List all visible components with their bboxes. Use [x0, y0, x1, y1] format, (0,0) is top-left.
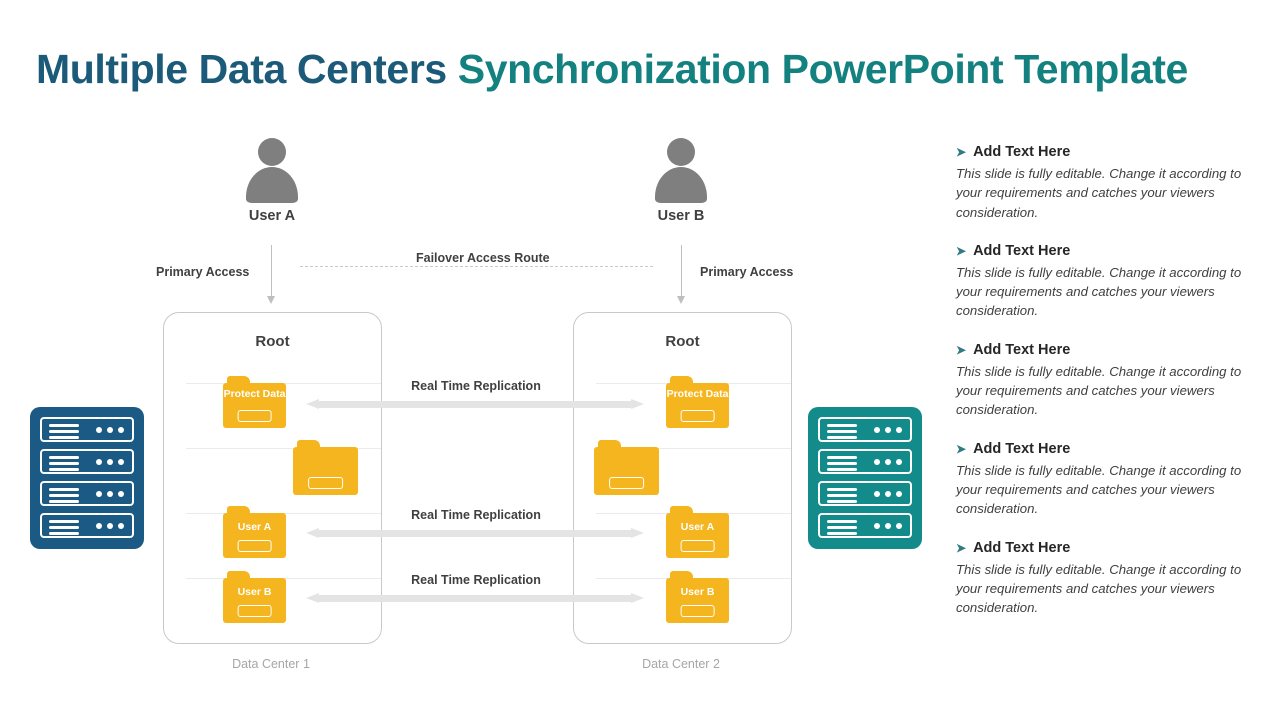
folder-slot	[237, 540, 272, 552]
replication-arrow-1	[306, 399, 644, 410]
folder-tab	[227, 571, 250, 579]
data-center-2-root-label: Root	[665, 333, 700, 350]
bullet-body: This slide is fully editable. Change it according to your requirements and catches your viewers consideration.	[956, 363, 1242, 418]
folder-slot	[237, 605, 272, 617]
rack-dots	[874, 459, 902, 465]
user-a	[212, 138, 332, 224]
chevron-right-icon: ➤	[956, 441, 967, 456]
rack-lines	[827, 520, 857, 538]
rack-dots	[874, 427, 902, 433]
primary-access-label-left: Primary Access	[156, 265, 250, 279]
replication-arrow-2	[306, 528, 644, 539]
replication-label-2: Real Time Replication	[411, 508, 541, 522]
server-rack-icon-left	[30, 407, 144, 549]
data-center-1-caption: Data Center 1	[232, 657, 310, 671]
bullet-heading-row	[956, 144, 1256, 160]
list-item	[956, 342, 1256, 420]
folder-tab	[227, 376, 250, 384]
replication-label-3: Real Time Replication	[411, 573, 541, 587]
dc2-folder-blank	[594, 447, 659, 495]
rack-unit	[40, 417, 134, 442]
dc1-folder-protect-data	[223, 383, 286, 428]
list-item	[956, 144, 1256, 222]
rack-lines	[49, 488, 79, 506]
bullet-heading-row	[956, 540, 1256, 556]
bullet-body: This slide is fully editable. Change it according to your requirements and catches your viewers consideration.	[956, 166, 1242, 220]
rack-lines	[827, 424, 857, 442]
rack-lines	[49, 456, 79, 474]
arrow-bar	[319, 401, 631, 408]
replication-arrow-3	[306, 593, 644, 604]
replication-label-1: Real Time Replication	[411, 379, 541, 393]
dc1-folder-user-a-label: User A	[237, 521, 272, 533]
folder-slot	[680, 605, 715, 617]
folder-tab	[227, 506, 250, 514]
chevron-right-icon: ➤	[956, 145, 967, 159]
folder-slot	[237, 410, 272, 422]
dc1-folder-user-b-label: User B	[237, 586, 272, 598]
bullet-heading-row	[956, 243, 1256, 259]
bullet-heading: Add Text Here	[973, 539, 1071, 556]
rack-dots	[96, 459, 124, 465]
user-a-label: User A	[248, 208, 296, 224]
bullet-body: This slide is fully editable. Change it according to your requirements and catches your viewers consideration.	[956, 462, 1242, 517]
arrow-head-right	[631, 528, 644, 538]
rack-lines	[49, 520, 79, 538]
folder-slot	[308, 477, 344, 489]
user-b-label: User B	[657, 208, 705, 224]
rack-unit	[818, 481, 912, 506]
chevron-right-icon: ➤	[956, 342, 967, 357]
arrow-head-left	[306, 528, 319, 538]
dc2-folder-protect-data-label: Protect Data	[666, 388, 729, 400]
rack-unit	[818, 417, 912, 442]
arrow-bar	[319, 595, 631, 602]
arrow-head-right	[631, 399, 644, 409]
rack-lines	[827, 456, 857, 474]
user-avatar-icon	[244, 138, 300, 200]
failover-access-label: Failover Access Route	[408, 251, 558, 265]
arrow-bar	[319, 530, 631, 537]
avatar-head	[667, 138, 695, 166]
dc1-folder-blank	[293, 447, 358, 495]
rack-dots	[874, 491, 902, 497]
rack-unit	[818, 449, 912, 474]
data-center-2-caption: Data Center 2	[642, 657, 720, 671]
arrow-head-right	[631, 593, 644, 603]
page-title	[36, 46, 1188, 93]
avatar-body	[655, 167, 707, 203]
chevron-right-icon: ➤	[956, 540, 967, 555]
folder-tab	[670, 571, 693, 579]
folder-tab	[670, 506, 693, 514]
list-item	[956, 243, 1256, 321]
bullet-heading: Add Text Here	[973, 440, 1071, 457]
chevron-right-icon: ➤	[956, 243, 967, 258]
rack-unit	[40, 513, 134, 538]
arrow-head-left	[306, 399, 319, 409]
primary-access-arrow-right	[681, 245, 682, 297]
rack-unit	[818, 513, 912, 538]
dc1-folder-user-a	[223, 513, 286, 558]
dc2-folder-user-b	[666, 578, 729, 623]
failover-route-line	[300, 266, 653, 267]
data-center-1-root-label: Root	[255, 333, 290, 350]
dc1-folder-protect-data-label: Protect Data	[223, 388, 286, 400]
list-item	[956, 441, 1256, 519]
rack-lines	[827, 488, 857, 506]
user-b	[621, 138, 741, 224]
dc2-folder-user-b-label: User B	[680, 586, 715, 598]
rack-dots	[96, 427, 124, 433]
page-title-part-1: Multiple Data Centers	[36, 46, 458, 92]
bullet-heading: Add Text Here	[973, 144, 1071, 160]
rack-unit	[40, 449, 134, 474]
folder-slot	[680, 410, 715, 422]
folder-tab	[670, 376, 693, 384]
dc2-folder-user-a-label: User A	[680, 521, 715, 533]
rack-dots	[96, 491, 124, 497]
bullet-heading: Add Text Here	[973, 341, 1071, 358]
primary-access-arrow-left	[271, 245, 272, 297]
avatar-head	[258, 138, 286, 166]
folder-slot	[609, 477, 645, 489]
rack-lines	[49, 424, 79, 442]
primary-access-label-right: Primary Access	[700, 265, 794, 279]
text-placeholder-list	[956, 144, 1256, 638]
rack-dots	[874, 523, 902, 529]
bullet-body: This slide is fully editable. Change it according to your requirements and catches your viewers consideration.	[956, 561, 1242, 616]
folder-tab	[297, 440, 320, 448]
dc2-folder-protect-data	[666, 383, 729, 428]
bullet-heading-row	[956, 342, 1256, 358]
dc2-folder-user-a	[666, 513, 729, 558]
page-title-part-2: Synchronization PowerPoint Template	[457, 46, 1188, 92]
bullet-heading-row	[956, 441, 1256, 457]
user-avatar-icon	[653, 138, 709, 200]
rack-unit	[40, 481, 134, 506]
bullet-heading: Add Text Here	[973, 242, 1071, 259]
dc1-folder-user-b	[223, 578, 286, 623]
bullet-body: This slide is fully editable. Change it according to your requirements and catches your viewers consideration.	[956, 264, 1242, 319]
folder-tab	[598, 440, 621, 448]
rack-dots	[96, 523, 124, 529]
folder-slot	[680, 540, 715, 552]
arrow-head-left	[306, 593, 319, 603]
server-rack-icon-right	[808, 407, 922, 549]
avatar-body	[246, 167, 298, 203]
list-item	[956, 540, 1256, 618]
